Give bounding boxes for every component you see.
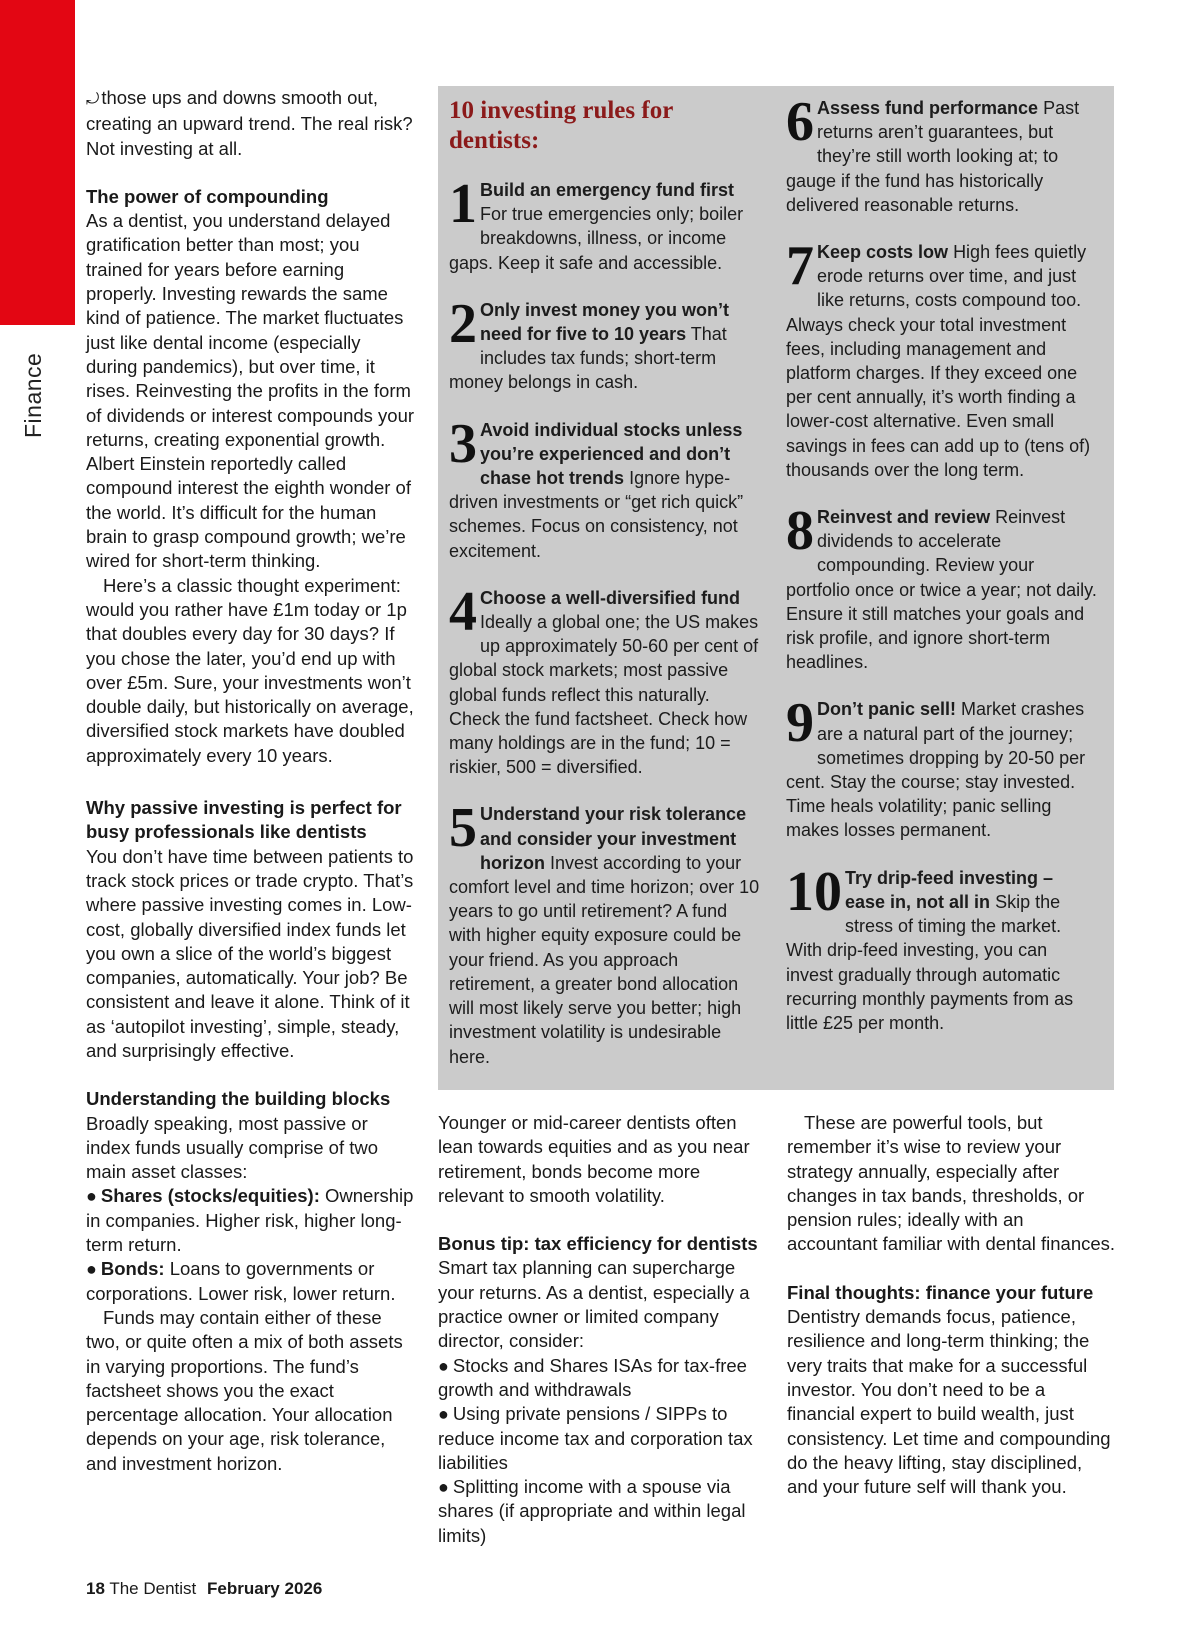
blocks-paragraph-2: Funds may contain either of these two, or quite often a mix of both assets in varying proportions. The fund’s factsheet shows you the exact percentage allocation. Your allocation depends on your age, risk tolerance, and investment horizon. xyxy=(86,1306,403,1474)
middle-column xyxy=(438,1111,768,1548)
page-footer xyxy=(86,1579,322,1599)
bullet-icon: ● xyxy=(438,1355,449,1376)
bullet-icon: ● xyxy=(86,1186,97,1207)
rule-body: Ignore hype-driven investments or “get rich quick” schemes. Focus on consistency, not excitement. xyxy=(449,468,744,561)
rule-number: 7 xyxy=(786,235,814,298)
rule-number: 1 xyxy=(449,173,477,235)
rule-item xyxy=(786,91,1098,217)
intro-paragraph: ⤾ those ups and downs smooth out, creating an upward trend. The real risk? Not investing at all. xyxy=(86,87,413,159)
rule-body: Invest according to your comfort level and time horizon; over 10 years to go until retirement? A fund with higher equity exposure could be your friend. As you approach retirement, a greater bond allocation will most likely serve you better; high investment volatility is undesirable here. xyxy=(449,852,760,1067)
rule-number: 9 xyxy=(786,692,814,755)
rule-item xyxy=(786,860,1098,1035)
bonds-item: ● Bonds: Loans to governments or corporations. Lower risk, lower return. xyxy=(86,1258,396,1304)
bonus-bullet: ● Splitting income with a spouse via shares (if appropriate and within legal limits) xyxy=(438,1476,746,1546)
rule-item xyxy=(786,235,1098,482)
bullet-icon: ● xyxy=(438,1477,449,1498)
publication-name: The Dentist xyxy=(109,1579,197,1598)
shares-item: ● Shares (stocks/equities): Ownership in companies. Higher risk, higher long-term return. xyxy=(86,1185,414,1256)
rule-number: 3 xyxy=(449,412,477,475)
rule-number: 8 xyxy=(786,500,814,563)
section-label: Finance xyxy=(20,352,46,438)
rule-body: Past returns aren’t guarantees, but they’re still worth looking at; to gauge if the fund has historically delivered reasonable returns. xyxy=(786,98,1080,215)
rule-number: 6 xyxy=(786,91,814,153)
passive-heading: Why passive investing is perfect for busy professionals like dentists xyxy=(86,797,402,843)
rule-body: Reinvest dividends to accelerate compounding. Review your portfolio once or twice a year; not daily. Ensure it still matches your goals and risk profile, and ignore short-term headlines. xyxy=(786,507,1097,673)
rule-body: For true emergencies only; boiler breakdowns, illness, or income gaps. Keep it safe and accessible. xyxy=(449,204,744,273)
rule-heading: Don’t panic sell! xyxy=(817,699,957,720)
right-column xyxy=(787,1111,1117,1499)
section-color-bar xyxy=(0,0,75,325)
rule-heading: Choose a well-diversified fund xyxy=(480,587,741,608)
passive-paragraph: You don’t have time between patients to track stock prices or trade crypto. That’s where passive investing comes in. Low-cost, globally diversified index funds let you own a slice of the world’s biggest companies, automatically. Your job? Be consistent and leave it alone. Think of it as ‘autopilot investing’, simple, steady, and surprisingly effective. xyxy=(86,845,414,1061)
rule-heading: Keep costs low xyxy=(817,242,949,263)
compounding-heading: The power of compounding xyxy=(86,185,329,207)
rule-item xyxy=(786,500,1098,674)
rule-item xyxy=(786,692,1098,842)
rule-heading: Build an emergency fund first xyxy=(480,180,735,200)
rule-heading: Avoid individual stocks unless you’re experienced and don’t chase hot trends xyxy=(480,419,743,489)
final-paragraph: Dentistry demands focus, patience, resilience and long-term thinking; the very traits that make for a successful investor. You don’t need to be a financial expert to build wealth, just consistency. Let time and compounding do the heavy lifting, stay disciplined, and your future self will thank you. xyxy=(787,1306,1111,1498)
compounding-paragraph-1: As a dentist, you understand delayed gratification better than most; you trained for years before earning properly. Investing rewards the same kind of patience. The market fluctuates just like dental income (especially during pandemics), but over time, it rises. Reinvesting the profits in the form of dividends or interest compounds your returns, creating exponential growth. Albert Einstein reportedly called compound interest the eighth wonder of the world. It’s difficult for the human brain to grasp compound growth; we’re wired for short-term thinking. xyxy=(86,210,415,572)
compounding-paragraph-2: Here’s a classic thought experiment: would you rather have £1m today or 1p that doubles every day for 30 days? If you chose the later, you’d end up with over £5m. Sure, your investments won’t double daily, but historically on average, diversified stock markets have doubled approximately every 10 years. xyxy=(86,574,414,766)
rule-number: 2 xyxy=(449,292,477,355)
blocks-heading: Understanding the building blocks xyxy=(86,1088,391,1110)
bonus-bullet: ● Using private pensions / SIPPs to reduce income tax and corporation tax liabilities xyxy=(438,1403,753,1473)
rules-column-left xyxy=(449,96,761,1092)
rule-item xyxy=(449,412,761,563)
rule-heading: Only invest money you won’t need for five to 10 years xyxy=(480,299,730,345)
final-heading: Final thoughts: finance your future xyxy=(787,1281,1094,1303)
rules-box xyxy=(438,86,1114,1090)
rule-item xyxy=(449,173,761,275)
rule-number: 5 xyxy=(449,797,477,860)
bullet-icon: ● xyxy=(438,1404,449,1425)
rule-body: That includes tax funds; short-term money belongs in cash. xyxy=(449,324,727,393)
rule-body: Market crashes are a natural part of the journey; sometimes dropping by 20-50 per cent. Stay the course; stay invested. Time heals volatility; panic selling makes losses permanent. xyxy=(786,699,1086,841)
rules-box-title: 10 investing rules for dentists: xyxy=(449,97,673,154)
blocks-paragraph-1: Broadly speaking, most passive or index funds usually comprise of two main asset classes: xyxy=(86,1112,379,1183)
bullet-icon: ● xyxy=(86,1259,97,1280)
rule-heading: Try drip-feed investing – ease in, not all in xyxy=(845,867,1054,912)
rule-body: High fees quietly erode returns over time, and just like returns, costs compound too. Always check your total investment fees, including management and platform charges. If they exceed one per cent annually, it’s worth finding a lower-cost alternative. Even small savings in fees can add up to (tens of) thousands over the long term. xyxy=(786,242,1091,480)
right-paragraph-1: These are powerful tools, but remember it’s wise to review your strategy annually, especially after changes in tax bands, thresholds, or pension rules; ideally with an accountant familiar with dental finances. xyxy=(787,1112,1116,1255)
issue-date: February 2026 xyxy=(207,1579,323,1598)
rule-number: 4 xyxy=(449,580,477,643)
rule-number: 10 xyxy=(786,860,842,923)
rule-body: Ideally a global one; the US makes up approximately 50-60 per cent of global stock markets; most passive global funds reflect this naturally. Check the fund factsheet. Check how many holdings are in the fund; 10 = riskier, 500 = diversified. xyxy=(449,612,759,778)
left-column xyxy=(86,86,416,1476)
bonus-paragraph: Smart tax planning can supercharge your returns. As a dentist, especially a practice owner or limited company director, consider: xyxy=(438,1257,750,1352)
rule-heading: Understand your risk tolerance and consider your investment horizon xyxy=(480,804,747,873)
bonus-heading: Bonus tip: tax efficiency for dentists xyxy=(438,1233,758,1255)
continued-arrow-icon: ⤾ xyxy=(86,91,100,108)
rule-item xyxy=(449,292,761,395)
rule-heading: Reinvest and review xyxy=(817,507,991,528)
rule-heading: Assess fund performance xyxy=(817,98,1039,118)
rule-body: Skip the stress of timing the market. With drip-feed investing, you can invest gradually through automatic recurring monthly payments from as little £25 per month. xyxy=(786,891,1074,1033)
rule-item xyxy=(449,580,761,780)
bonus-bullet: ● Stocks and Shares ISAs for tax-free growth and withdrawals xyxy=(438,1354,747,1400)
rule-item xyxy=(449,797,761,1068)
page-number: 18 xyxy=(86,1579,105,1598)
rules-column-right xyxy=(786,91,1098,1058)
mid-paragraph-1: Younger or mid-career dentists often lean towards equities and as you near retirement, bonds become more relevant to smooth volatility. xyxy=(438,1112,750,1206)
